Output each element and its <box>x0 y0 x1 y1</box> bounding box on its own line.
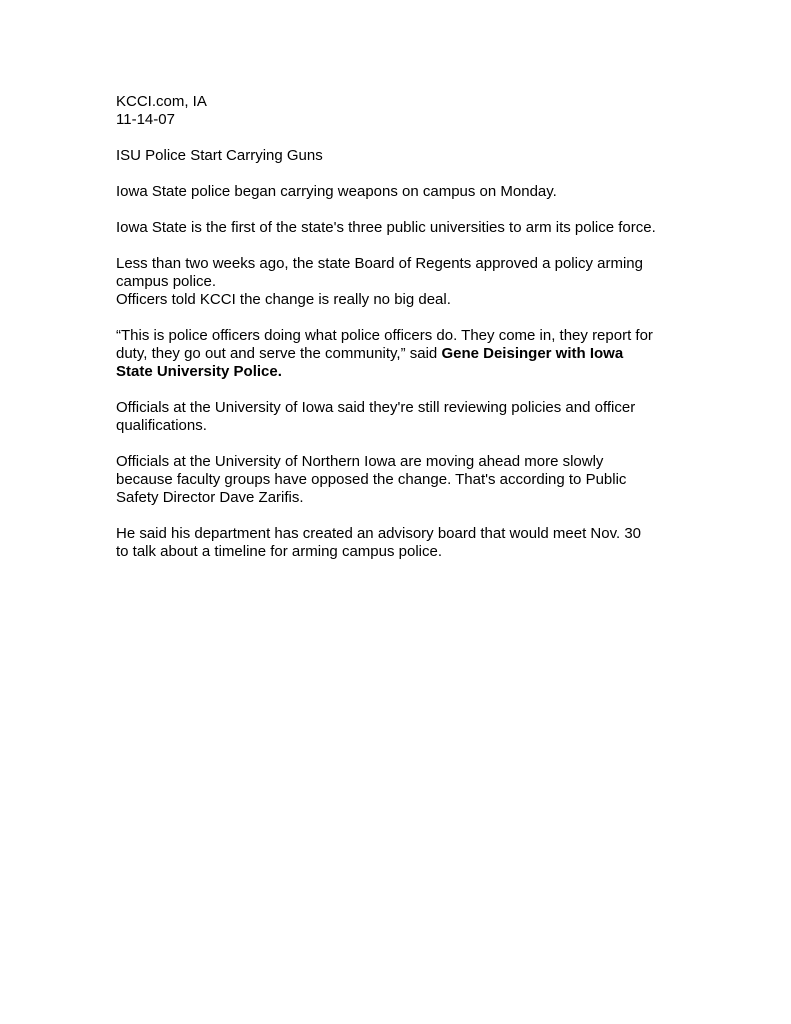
paragraph-7-line-2: because faculty groups have opposed the change. That's according to Public <box>116 471 627 488</box>
paragraph-8-line-2: to talk about a timeline for arming campus police. <box>116 543 442 560</box>
headline-text: ISU Police Start Carrying Guns <box>116 147 323 164</box>
paragraph-4-text: Officers told KCCI the change is really no big deal. <box>116 291 451 308</box>
paragraph-1 <box>116 183 686 201</box>
quote-attribution-part-1: Gene Deisinger with Iowa <box>441 345 624 362</box>
quote-line-2 <box>116 345 686 363</box>
paragraph-8 <box>116 525 686 561</box>
paragraph-7-line-1: Officials at the University of Northern Iowa are moving ahead more slowly <box>116 453 604 470</box>
paragraph-2-text: Iowa State is the first of the state's three public universities to arm its police force. <box>116 219 656 236</box>
paragraph-3-line-2: campus police. <box>116 273 217 290</box>
document-page <box>116 93 686 561</box>
paragraph-6 <box>116 399 686 435</box>
date-line: 11-14-07 <box>116 111 175 128</box>
quote-attribution-part-2: State University Police. <box>116 363 282 380</box>
source-line: KCCI.com, IA <box>116 93 207 110</box>
quote-paragraph <box>116 327 686 381</box>
quote-line-1: “This is police officers doing what police officers do. They come in, they report for <box>116 327 653 344</box>
quote-line-2-text: duty, they go out and serve the community,” said <box>116 345 442 362</box>
paragraph-6-line-2: qualifications. <box>116 417 207 434</box>
paragraph-1-text: Iowa State police began carrying weapons on campus on Monday. <box>116 183 557 200</box>
article-headline <box>116 147 686 165</box>
paragraph-8-line-1: He said his department has created an advisory board that would meet Nov. 30 <box>116 525 642 542</box>
paragraph-2 <box>116 219 686 237</box>
paragraph-7 <box>116 453 686 507</box>
paragraph-3-line-1: Less than two weeks ago, the state Board of Regents approved a policy arming <box>116 255 643 272</box>
paragraph-3 <box>116 255 686 309</box>
paragraph-6-line-1: Officials at the University of Iowa said they're still reviewing policies and officer <box>116 399 636 416</box>
document-header <box>116 93 686 129</box>
paragraph-7-line-3: Safety Director Dave Zarifis. <box>116 489 304 506</box>
